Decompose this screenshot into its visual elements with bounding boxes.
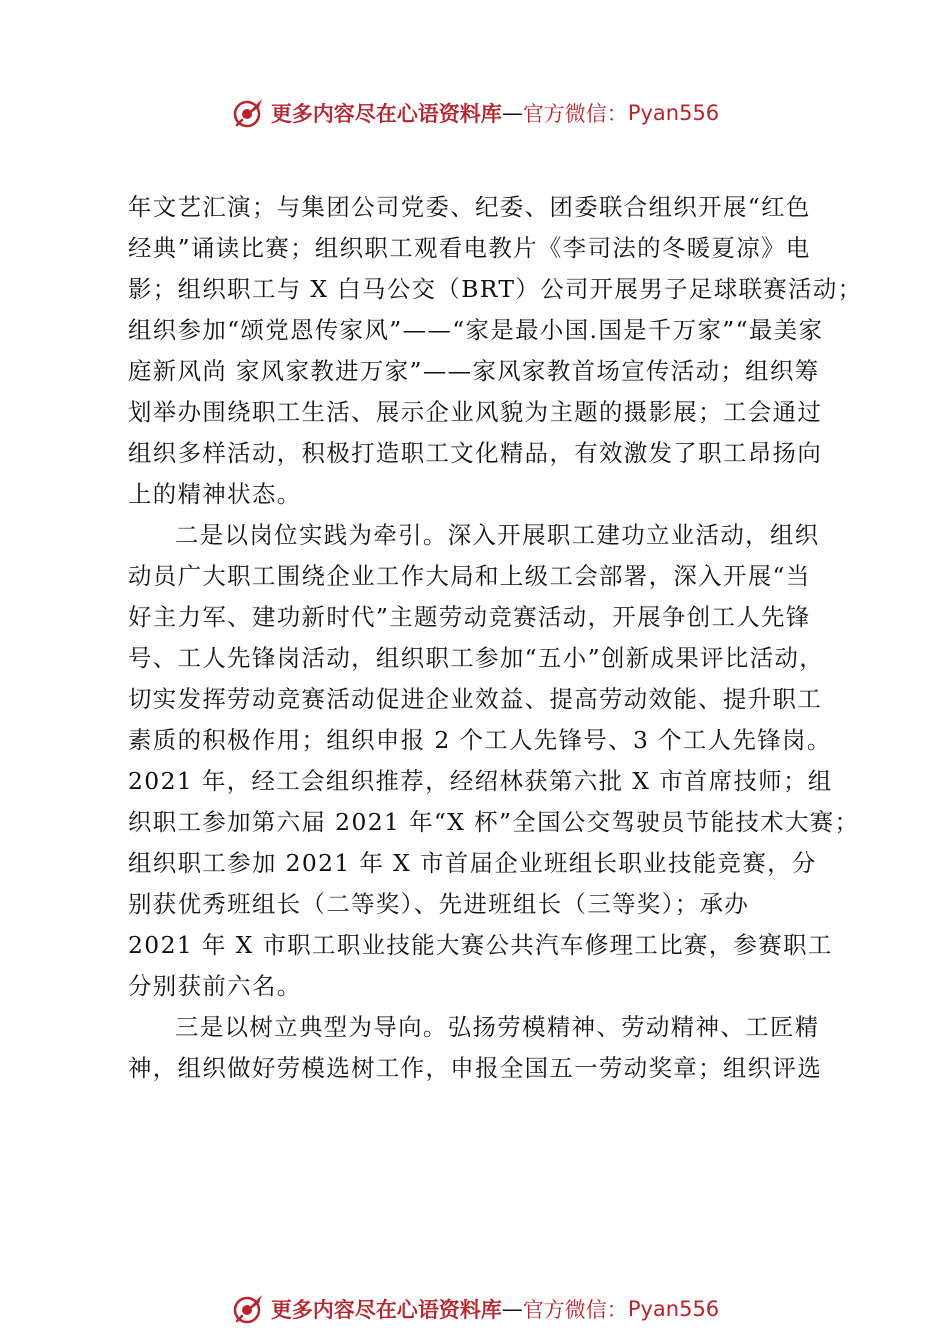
- text-line: 庭新风尚 家风家教进万家”——家风家教首场宣传活动；组织筹: [128, 357, 820, 385]
- document-body: [128, 187, 863, 1089]
- text-line: 好主力军、建功新时代”主题劳动竞赛活动，开展争创工人先锋: [128, 603, 811, 631]
- quill-ink-logo-icon: [231, 96, 265, 130]
- wechat-id: Pyan556: [627, 1297, 720, 1321]
- text-line: 号、工人先锋岗活动，组织职工参加“五小”创新成果评比活动，: [128, 644, 825, 672]
- text-line: 神，组织做好劳模选树工作，申报全国五一劳动奖章；组织评选: [128, 1054, 823, 1082]
- footer-banner: [0, 1289, 950, 1329]
- text-line: 分别获前六名。: [128, 972, 302, 1000]
- brand-text: 更多内容尽在心语资料库: [270, 1298, 502, 1322]
- text-line: 经典”诵读比赛；组织职工观看电教片《李司法的冬暖夏凉》电: [128, 234, 811, 262]
- wechat-label: 官方微信：: [522, 102, 628, 126]
- text-line: 2021 年 X 市职工职业技能大赛公共汽车修理工比赛，参赛职工: [128, 931, 833, 959]
- text-line: 划举办围绕职工生活、展示企业风貌为主题的摄影展；工会通过: [128, 398, 823, 426]
- text-line: 素质的积极作用；组织申报 2 个工人先锋号、3 个工人先锋岗。: [128, 726, 832, 754]
- separator: —: [501, 1297, 523, 1321]
- wechat-label: 官方微信：: [522, 1298, 628, 1322]
- separator: —: [501, 101, 523, 125]
- quill-ink-logo-icon: [231, 1292, 265, 1326]
- paragraph-start-line: 三是以树立典型为导向。弘扬劳模精神、劳动精神、工匠精: [175, 1013, 820, 1041]
- text-line: 动员广大职工围绕企业工作大局和上级工会部署，深入开展“当: [128, 562, 811, 590]
- brand-text: 更多内容尽在心语资料库: [270, 102, 502, 126]
- text-line: 别获优秀班组长（二等奖）、先进班组长（三等奖）；承办: [128, 890, 750, 918]
- header-banner: [0, 93, 950, 133]
- text-line: 年文艺汇演；与集团公司党委、纪委、团委联合组织开展“红色: [128, 193, 811, 221]
- text-line: 切实发挥劳动竞赛活动促进企业效益、提高劳动效能、提升职工: [128, 685, 823, 713]
- text-line: 织职工参加第六届 2021 年“X 杯”全国公交驾驶员节能技术大赛；: [128, 808, 860, 836]
- text-line: 影；组织职工与 X 白马公交（BRT）公司开展男子足球联赛活动；: [128, 275, 863, 303]
- wechat-id: Pyan556: [627, 101, 720, 125]
- text-line: 组织参加“颂党恩传家风”——“家是最小国.国是千万家”“最美家: [128, 316, 824, 344]
- text-line: 上的精神状态。: [128, 480, 302, 508]
- text-line: 组织职工参加 2021 年 X 市首届企业班组长职业技能竞赛，分: [128, 849, 817, 877]
- paragraph-start-line: 二是以岗位实践为牵引。深入开展职工建功立业活动，组织: [175, 521, 820, 549]
- text-line: 2021 年，经工会组织推荐，经绍林获第六批 X 市首席技师；组: [128, 767, 833, 795]
- text-line: 组织多样活动，积极打造职工文化精品，有效激发了职工昂扬向: [128, 439, 823, 467]
